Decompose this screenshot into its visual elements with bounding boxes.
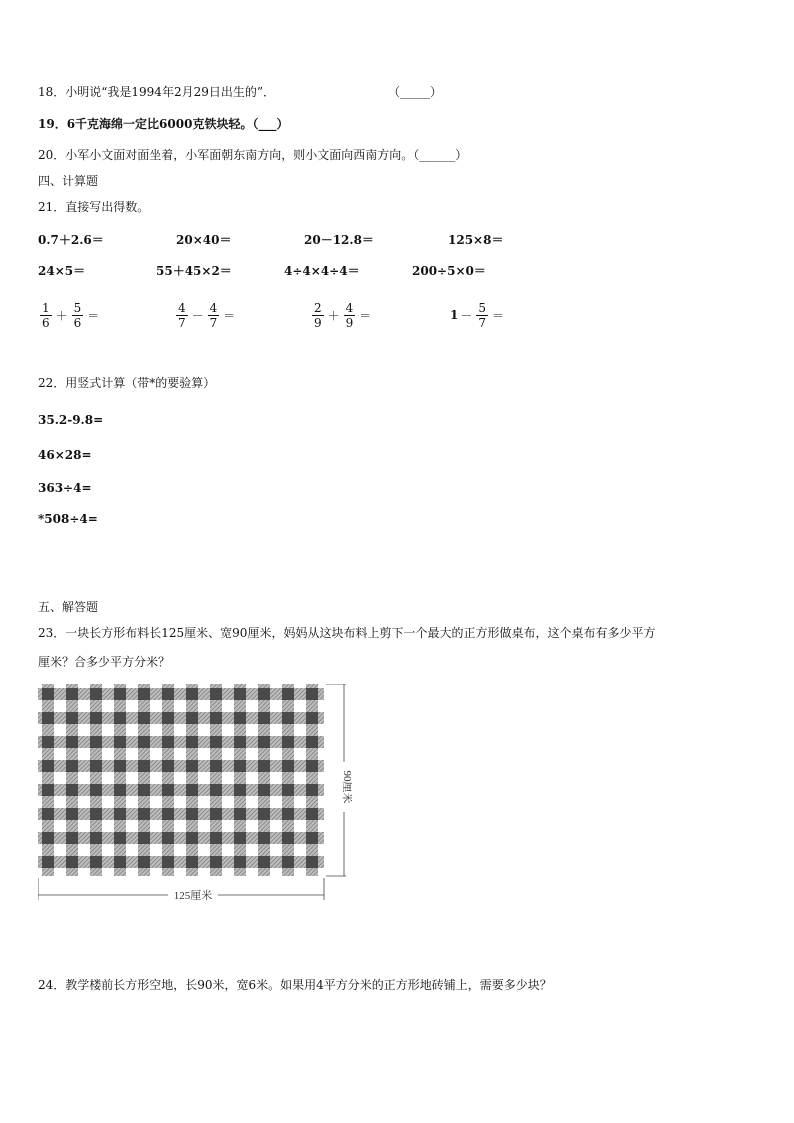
fraction: $\frac{4}{7}$ [178, 300, 186, 330]
plaid-cloth-figure [38, 684, 352, 906]
calc-item: 20－12.8＝ [304, 233, 374, 247]
vertical-calc-item: 35.2-9.8= [38, 413, 104, 427]
fraction: $\frac{4}{7}$ [209, 300, 218, 330]
calc-item: 20×40＝ [176, 233, 232, 247]
question-23-line-1: 23．一块长方形布料长125厘米、宽90厘米，妈妈从这块布料上剪下一个最大的正方形做桌布，这个桌布有多少平方 [38, 626, 656, 640]
question-24: 24．教学楼前长方形空地，长90米，宽6米。如果用4平方分米的正方形地砖铺上，需要多少块？ [38, 978, 552, 992]
question-18-text: 18．小明说“我是1994年2月29日出生的”． [38, 85, 275, 99]
fraction: $\frac{5}{6}$ [73, 300, 82, 330]
equals: ＝ [87, 308, 100, 323]
section-4-heading: 四、计算题 [38, 174, 99, 188]
answer-blank-18[interactable]: （_____） [388, 85, 443, 99]
plaid-cloth-svg [38, 684, 352, 906]
equals: ＝ [492, 308, 505, 323]
question-20: 20．小军小文面对面坐着，小军面朝东南方向，则小文面向西南方向。（______） [38, 148, 468, 162]
operator: ＋ [327, 308, 340, 323]
calc-item: 0.7＋2.6＝ [38, 233, 104, 247]
operator: ＋ [55, 308, 68, 323]
operator: － [191, 308, 204, 323]
plaid-cloth [38, 684, 324, 876]
vertical-calc-item: 46×28= [38, 448, 92, 462]
equals: ＝ [223, 308, 236, 323]
fraction: $\frac{5}{7}$ [478, 300, 487, 330]
question-19: 19．6千克海绵一定比6000克铁块轻。（___） [38, 117, 289, 131]
section-5-heading: 五、解答题 [38, 600, 99, 614]
whole-number: 1 [450, 308, 459, 322]
equals: ＝ [359, 308, 372, 323]
calc-item: 200÷5×0＝ [412, 264, 486, 278]
calc-item: 24×5＝ [38, 264, 86, 278]
question-22-title: 22．用竖式计算（带*的要验算） [38, 376, 216, 390]
calc-item: 4÷4×4÷4＝ [284, 264, 360, 278]
fraction-expression [310, 296, 373, 334]
width-label: 125厘米 [173, 890, 213, 902]
operator: － [460, 308, 473, 323]
fraction-expression [174, 296, 237, 334]
calc-item: 55＋45×2＝ [156, 264, 232, 278]
fraction: $\frac{1}{6}$ [42, 300, 50, 330]
question-18 [38, 84, 443, 100]
vertical-calc-item: 363÷4= [38, 481, 92, 495]
question-23-line-2: 厘米？合多少平方分米？ [38, 655, 171, 669]
height-label: 90厘米 [341, 770, 352, 804]
question-21-title: 21．直接写出得数。 [38, 200, 150, 214]
fraction: $\frac{4}{9}$ [345, 300, 354, 330]
fraction-expression [450, 296, 506, 334]
fraction: $\frac{2}{9}$ [314, 300, 322, 330]
fraction-expression [38, 296, 101, 334]
calc-item: 125×8＝ [448, 233, 504, 247]
vertical-calc-item: *508÷4= [38, 512, 98, 526]
